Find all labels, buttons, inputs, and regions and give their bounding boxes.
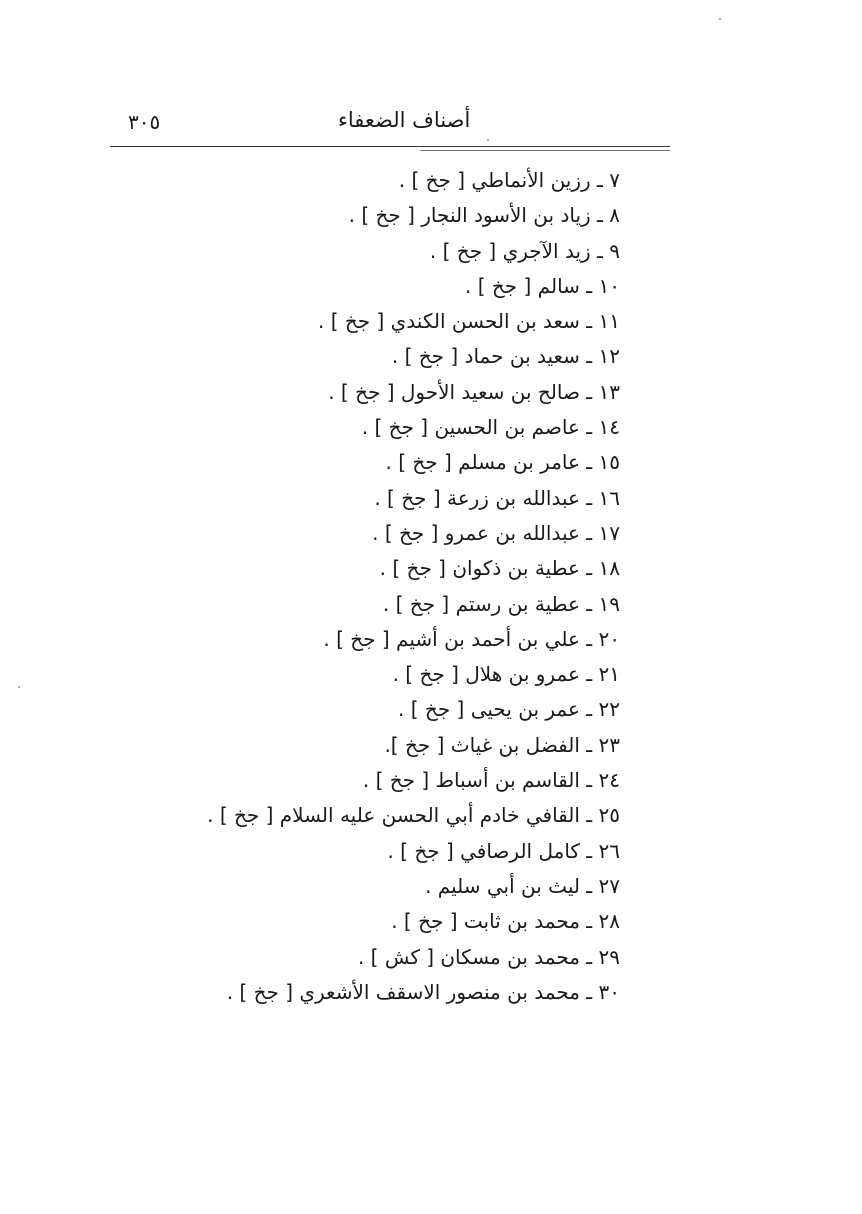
list-item: ١٠ ـ سالم [ جخ ] .	[465, 273, 620, 298]
scan-speck	[487, 139, 489, 141]
list-item: ١٧ ـ عبدالله بن عمرو [ جخ ] .	[372, 520, 620, 545]
list-item: ٢٢ ـ عمر بن يحيى [ جخ ] .	[398, 697, 620, 722]
list-item: ٢٣ ـ الفضل بن غياث [ جخ ].	[384, 732, 620, 757]
list-item: ١٩ ـ عطية بن رستم [ جخ ] .	[382, 591, 620, 616]
list-item: ١١ ـ سعد بن الحسن الكندي [ جخ ] .	[317, 309, 620, 334]
list-item: ٢٤ ـ القاسم بن أسباط [ جخ ] .	[362, 768, 620, 793]
list-item: ٩ ـ زيد الآجري [ جخ ] .	[429, 238, 620, 263]
list-item: ١٤ ـ عاصم بن الحسين [ جخ ] .	[361, 415, 620, 440]
scan-speck	[719, 18, 721, 20]
list-item: ١٨ ـ عطية بن ذكوان [ جخ ] .	[379, 556, 620, 581]
page-number: ٣٠٥	[128, 110, 161, 134]
list-item: ١٢ ـ سعيد بن حماد [ جخ ] .	[391, 344, 620, 369]
list-item: ٢٥ ـ القافي خادم أبي الحسن عليه السلام [ جخ ] .	[207, 803, 620, 828]
list-item: ١٣ ـ صالح بن سعيد الأحول [ جخ ] .	[328, 379, 620, 404]
list-item: ١٦ ـ عبدالله بن زرعة [ جخ ] .	[374, 485, 620, 510]
header-rule-secondary	[420, 150, 670, 151]
list-item: ٧ ـ رزين الأنماطي [ جخ ] .	[398, 168, 620, 192]
list-item: ٢١ ـ عمرو بن هلال [ جخ ] .	[392, 662, 620, 687]
list-item: ٢٨ ـ محمد بن ثابت [ جخ ] .	[391, 909, 620, 934]
list-item: ٢٠ ـ علي بن أحمد بن أشيم [ جخ ] .	[323, 626, 620, 651]
list-item: ٢٦ ـ كامل الرصافي [ جخ ] .	[387, 838, 620, 863]
list-item: ٨ ـ زياد بن الأسود النجار [ جخ ] .	[348, 203, 620, 228]
scan-speck	[18, 686, 20, 688]
list-item: ٣٠ ـ محمد بن منصور الاسقف الأشعري [ جخ ] .	[226, 979, 620, 1004]
running-title: أصناف الضعفاء	[338, 108, 471, 132]
header-rule	[110, 146, 670, 147]
list-item: ٢٩ ـ محمد بن مسكان [ كش ] .	[357, 944, 620, 969]
list-item: ٢٧ ـ ليث بن أبي سليم .	[425, 873, 620, 898]
page-header	[110, 104, 670, 144]
entry-list	[180, 163, 620, 1010]
list-item: ١٥ ـ عامر بن مسلم [ جخ ] .	[385, 450, 620, 475]
